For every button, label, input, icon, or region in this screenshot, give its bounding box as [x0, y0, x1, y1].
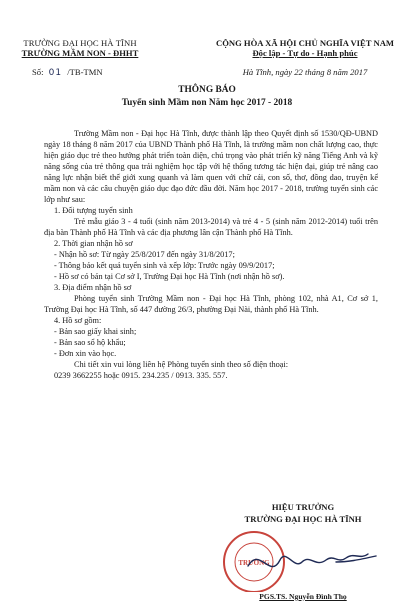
signature-block	[208, 502, 398, 601]
notice-body	[44, 128, 378, 381]
university-name: TRƯỜNG ĐẠI HỌC HÀ TĨNH	[23, 38, 137, 48]
list-item: - Đơn xin vào học.	[54, 349, 117, 358]
section-3-text: Phòng tuyển sinh Trường Mầm non - Đại học Hà Tĩnh, phòng 102, nhà A1, Cơ sở 1, Trường Đại học Hà Tĩnh, số 447 đường 26/3, phường Đại Nài, thành phố Hà Tĩnh.	[44, 294, 378, 314]
number-prefix: Số:	[32, 67, 44, 77]
number-handwritten: 01	[48, 68, 63, 78]
section-4-heading: 4. Hồ sơ gồm:	[54, 316, 102, 325]
section-1-heading: 1. Đối tượng tuyển sinh	[54, 206, 133, 215]
list-item: - Bản sao giấy khai sinh;	[54, 327, 137, 336]
intro-paragraph: Trường Mầm non - Đại học Hà Tĩnh, được thành lập theo Quyết định số 1530/QĐ-UBND ngày 18 tháng 8 năm 2017 của UBND Thành phố Hà Tĩnh, là trường mầm non chất lượng cao, thực hiện giáo dục trẻ theo hướng phát triển toàn diện, chú trọng vào phát triển kỹ năng Tiếng Anh và kỹ năng sống của trẻ thông qua trải nghiệm học tập với hệ thống tương tác hiện đại, giúp trẻ nâng cao năng lực nhận biết thế giới xung quanh và làm quen với chữ cái, con số, thơ, đồng dao, truyện kể mầm non và các câu chuyện giáo dục đạo đức đầu đời. Năm học 2017 - 2018, trường tuyển sinh các lớp như sau:	[44, 129, 378, 204]
official-stamp	[224, 532, 284, 592]
list-item: - Bản sao sổ hộ khẩu;	[54, 338, 126, 347]
page-subtitle: Tuyển sinh Mầm non Năm học 2017 - 2018	[121, 98, 293, 108]
page-title: THÔNG BÁO	[178, 85, 236, 95]
place-date: Hà Tĩnh, ngày 22 tháng 8 năm 2017	[242, 67, 368, 77]
republic-title: CỘNG HÒA XÃ HỘI CHỦ NGHĨA VIỆT NAM	[215, 38, 395, 48]
motto: Độc lập - Tự do - Hạnh phúc	[252, 48, 358, 58]
section-2-heading: 2. Thời gian nhận hồ sơ	[54, 239, 133, 248]
national-header	[212, 38, 398, 77]
contact-line: Chi tiết xin vui lòng liên hệ Phòng tuyển sinh theo số điện thoại:	[74, 360, 289, 369]
list-item: - Thông báo kết quả tuyển sinh và xếp lớp: Trước ngày 09/9/2017;	[54, 261, 275, 270]
number-suffix: /TB-TMN	[67, 67, 103, 77]
issuer-block	[20, 38, 140, 78]
section-1-text: Trẻ mẫu giáo 3 - 4 tuổi (sinh năm 2013-2014) và trẻ 4 - 5 (sinh năm 2012-2014) tuổi trên địa bàn Thành phố Hà Tĩnh và các địa phương lân cận Thành phố Hà Tĩnh.	[44, 217, 378, 237]
list-item: - Nhận hồ sơ: Từ ngày 25/8/2017 đến ngày 31/8/2017;	[54, 250, 235, 259]
svg-text:TRƯỜNG: TRƯỜNG	[238, 559, 270, 567]
list-item: - Hồ sơ có bán tại Cơ sở I, Trường Đại học Hà Tĩnh (nơi nhận hồ sơ).	[54, 272, 285, 281]
signer-name: PGS.TS. Nguyễn Đình Thọ	[259, 592, 347, 601]
section-3-heading: 3. Địa điểm nhận hồ sơ	[54, 283, 132, 292]
signer-title: HIỆU TRƯỞNG	[271, 502, 335, 512]
phone-numbers: 0239 3662255 hoặc 0915. 234.235 / 0913. 335. 557.	[54, 371, 228, 380]
document-number	[20, 67, 140, 78]
signer-org: TRƯỜNG ĐẠI HỌC HÀ TĨNH	[244, 514, 362, 524]
stamp-and-signature	[208, 522, 398, 592]
school-name: TRƯỜNG MẦM NON - ĐHHT	[21, 48, 139, 58]
